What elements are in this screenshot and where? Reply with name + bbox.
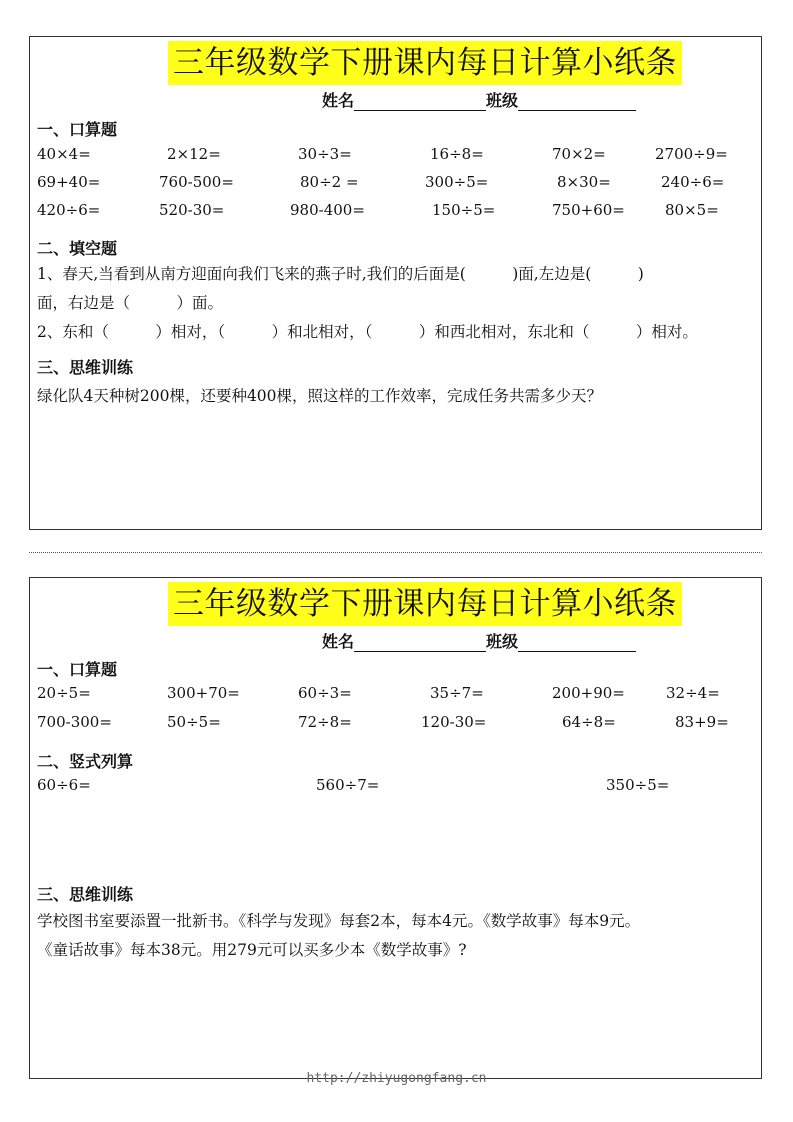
name-label: 姓名 xyxy=(322,91,355,110)
problem: 120-30= xyxy=(421,713,487,731)
thinking-problem-line: 《童话故事》每本38元。用279元可以买多少本《数学故事》? xyxy=(37,941,467,959)
vertical-problem: 60÷6= xyxy=(37,776,91,794)
name-label: 姓名 xyxy=(322,632,355,651)
problem: 35÷7= xyxy=(430,684,484,702)
problem: 83+9= xyxy=(675,713,729,731)
problem: 700-300= xyxy=(37,713,112,731)
section-thinking: 三、思维训练 xyxy=(37,885,134,904)
problem: 16÷8= xyxy=(430,145,484,163)
section-fill-blank: 二、填空题 xyxy=(37,239,118,258)
problem: 520-30= xyxy=(159,201,225,219)
calc-slip-2 xyxy=(29,577,762,1079)
calc-slip-1 xyxy=(29,36,762,530)
problem: 50÷5= xyxy=(167,713,221,731)
problem: 69+40= xyxy=(37,173,101,191)
problem: 72÷8= xyxy=(298,713,352,731)
fill-blank-line: 2、东和（ ）相对，（ ）和北相对，（ ）和西北相对，东北和（ ）相对。 xyxy=(37,323,698,341)
name-class-row xyxy=(322,89,636,111)
name-blank xyxy=(354,90,486,111)
thinking-problem: 绿化队4天种树200棵，还要种400棵，照这样的工作效率，完成任务共需多少天？ xyxy=(37,387,603,405)
problem: 300÷5= xyxy=(425,173,489,191)
problem: 20÷5= xyxy=(37,684,91,702)
problem: 420÷6= xyxy=(37,201,101,219)
section-oral-calc: 一、口算题 xyxy=(37,120,118,139)
slip-title: 三年级数学下册课内每日计算小纸条 xyxy=(168,582,682,626)
problem: 30÷3= xyxy=(298,145,352,163)
fill-blank-line: 1、春天,当看到从南方迎面向我们飞来的燕子时,我们的后面是( )面,左边是( ) xyxy=(37,265,644,283)
problem: 8×30= xyxy=(557,173,611,191)
problem: 980-400= xyxy=(290,201,365,219)
problem: 150÷5= xyxy=(432,201,496,219)
fill-blank-line: 面，右边是（ ）面。 xyxy=(37,294,224,312)
problem: 80÷2 = xyxy=(300,173,359,191)
problem: 80×5= xyxy=(665,201,719,219)
slip-title: 三年级数学下册课内每日计算小纸条 xyxy=(168,41,682,85)
section-oral-calc: 一、口算题 xyxy=(37,660,118,679)
thinking-problem-line: 学校图书室要添置一批新书。《科学与发现》每套2本，每本4元。《数学故事》每本9元。 xyxy=(37,912,641,930)
problem: 2700÷9= xyxy=(655,145,728,163)
name-class-row xyxy=(322,630,636,652)
problem: 40×4= xyxy=(37,145,91,163)
class-label: 班级 xyxy=(486,91,519,110)
problem: 70×2= xyxy=(552,145,606,163)
cut-line xyxy=(29,552,762,553)
class-label: 班级 xyxy=(486,632,519,651)
class-blank xyxy=(518,90,636,111)
problem: 200+90= xyxy=(552,684,625,702)
problem: 64÷8= xyxy=(562,713,616,731)
name-blank xyxy=(354,631,486,652)
vertical-problem: 350÷5= xyxy=(606,776,670,794)
problem: 760-500= xyxy=(159,173,234,191)
problem: 2×12= xyxy=(167,145,221,163)
class-blank xyxy=(518,631,636,652)
problem: 750+60= xyxy=(552,201,625,219)
footer-url: http://zhiyugongfang.cn xyxy=(306,1071,487,1086)
problem: 240÷6= xyxy=(661,173,725,191)
problem: 300+70= xyxy=(167,684,240,702)
problem: 60÷3= xyxy=(298,684,352,702)
vertical-problem: 560÷7= xyxy=(316,776,380,794)
problem: 32÷4= xyxy=(666,684,720,702)
section-thinking: 三、思维训练 xyxy=(37,358,134,377)
section-vertical-calc: 二、竖式列算 xyxy=(37,752,134,771)
